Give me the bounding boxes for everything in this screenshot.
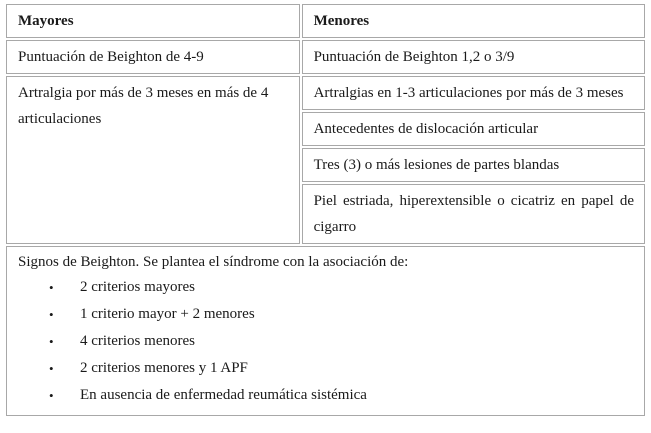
minor-criterion-4: Tres (3) o más lesiones de partes blandas (302, 148, 645, 182)
header-minor: Menores (302, 4, 645, 38)
table-row (6, 76, 645, 110)
table-row (6, 40, 645, 74)
bullet-icon: • (49, 361, 54, 376)
header-major: Mayores (6, 4, 300, 38)
list-item-text: 2 criterios mayores (80, 279, 195, 295)
bullet-icon: • (49, 280, 54, 295)
criteria-table (4, 2, 647, 418)
major-criterion-2: Artralgia por más de 3 meses en más de 4 articulaciones (6, 76, 300, 244)
list-item (18, 355, 634, 382)
major-criterion-1: Puntuación de Beighton de 4-9 (6, 40, 300, 74)
list-item-text: En ausencia de enfermedad reumática sistémica (80, 387, 367, 403)
minor-criterion-5: Piel estriada, hiperextensible o cicatriz en papel de cigarro (302, 184, 645, 244)
notes-list (18, 274, 634, 409)
list-item (18, 382, 634, 409)
list-item-text: 2 criterios menores y 1 APF (80, 360, 248, 376)
list-item (18, 301, 634, 328)
list-item-text: 1 criterio mayor + 2 menores (80, 306, 255, 322)
list-item-text: 4 criterios menores (80, 333, 195, 349)
header-row (6, 4, 645, 38)
criteria-table-frame (4, 2, 647, 431)
list-item (18, 274, 634, 301)
bullet-icon: • (49, 388, 54, 403)
notes-cell (6, 246, 645, 416)
bullet-icon: • (49, 307, 54, 322)
notes-intro: Signos de Beighton. Se plantea el síndrome con la asociación de: (18, 254, 409, 270)
minor-criterion-1: Puntuación de Beighton 1,2 o 3/9 (302, 40, 645, 74)
minor-criterion-3: Antecedentes de dislocación articular (302, 112, 645, 146)
bullet-icon: • (49, 334, 54, 349)
minor-criterion-2: Artralgias en 1-3 articulaciones por más de 3 meses (302, 76, 645, 110)
notes-row (6, 246, 645, 416)
list-item (18, 328, 634, 355)
